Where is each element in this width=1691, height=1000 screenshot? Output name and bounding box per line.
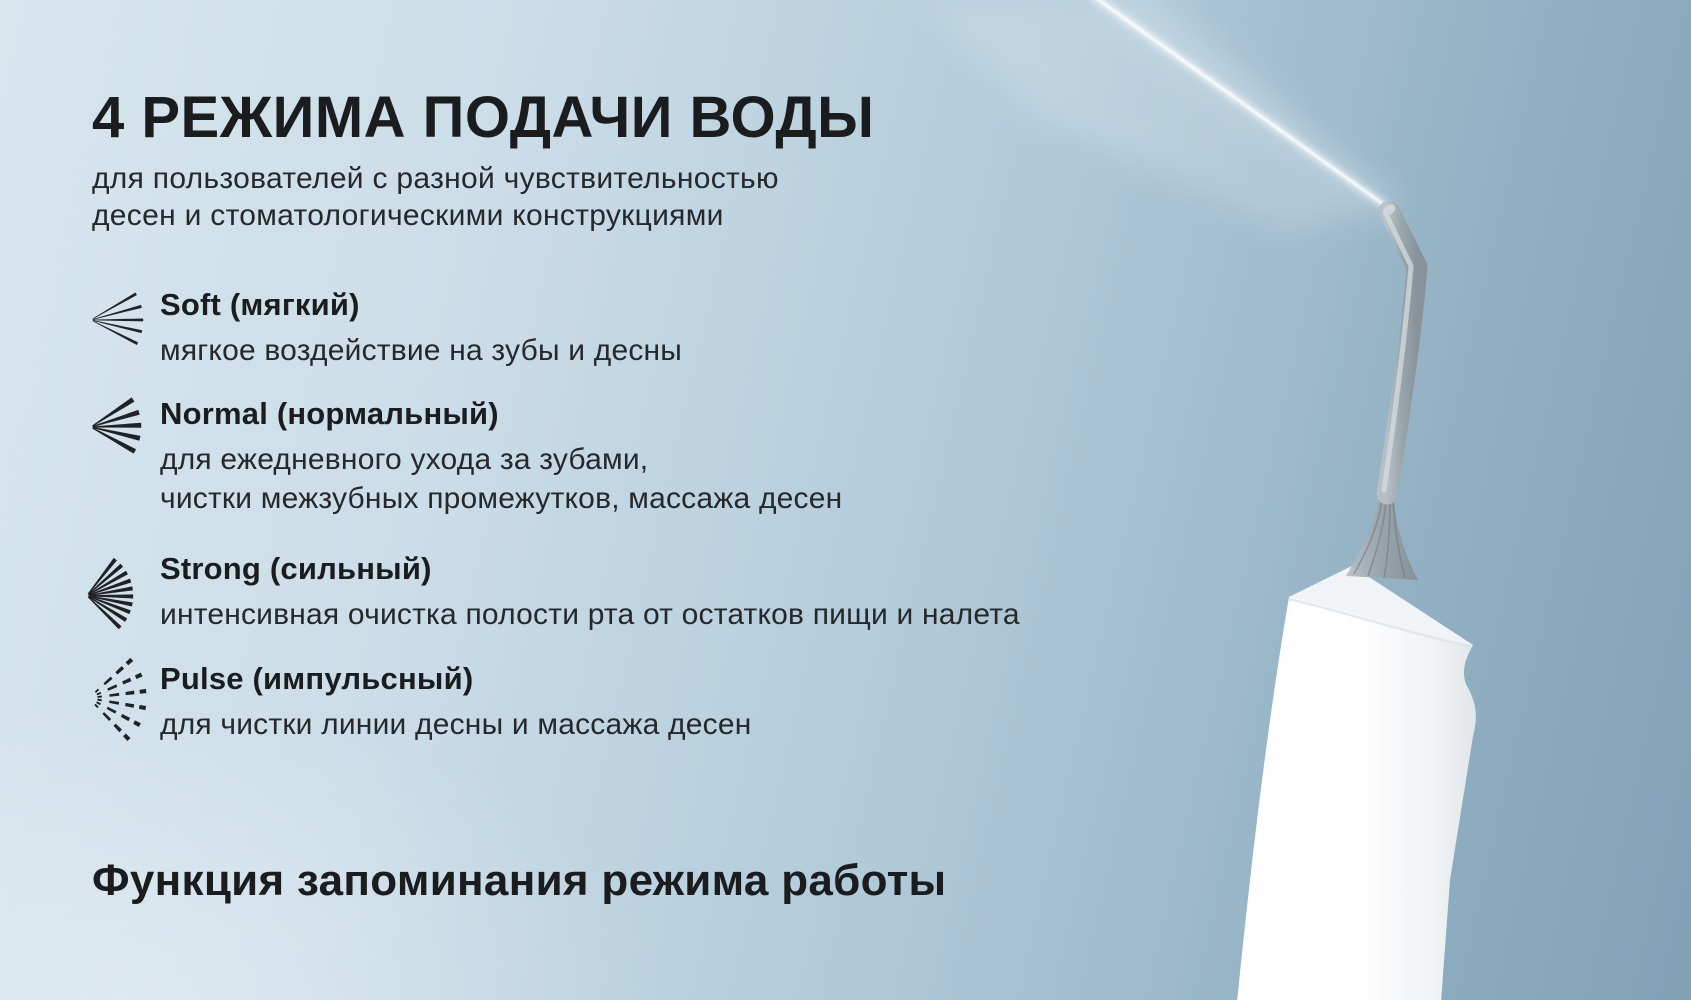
mode-description: мягкое воздействие на зубы и десны	[160, 334, 683, 367]
mode-description: интенсивная очистка полости рта от остатков пищи и налета	[160, 598, 1020, 631]
mode-description: для чистки линии десны и массажа десен	[160, 708, 752, 741]
mode-name: Soft (мягкий)	[160, 287, 360, 322]
nozzle-base	[1346, 485, 1418, 580]
mode-soft	[92, 287, 1212, 370]
spray-pulse-icon	[85, 657, 155, 743]
page-subtitle: для пользователей с разной чувствительностью десен и стоматологическими конструкциями	[92, 162, 779, 232]
mode-normal	[92, 396, 1212, 518]
page-title: 4 РЕЖИМА ПОДАЧИ ВОДЫ	[92, 85, 875, 150]
water-mist	[930, 0, 1391, 235]
device-body	[1237, 566, 1476, 1000]
mode-name: Strong (сильный)	[160, 551, 432, 586]
spray-normal-icon	[88, 394, 144, 460]
mode-name: Pulse (импульсный)	[160, 661, 474, 696]
spray-strong-icon	[85, 545, 135, 637]
mode-name: Normal (нормальный)	[160, 396, 499, 431]
nozzle-tip	[1381, 202, 1398, 218]
nozzle-base-ridges	[1354, 500, 1405, 578]
mode-strong	[92, 551, 1212, 634]
spray-soft-icon	[88, 288, 146, 350]
mode-description: для ежедневного ухода за зубами, чистки межзубных промежутков, массажа десен	[160, 443, 843, 515]
mode-pulse	[92, 661, 1212, 744]
footer-heading: Функция запоминания режима работы	[92, 856, 947, 905]
nozzle-tube	[1387, 211, 1417, 494]
water-jet	[1085, 0, 1391, 210]
device-body-top-face	[1289, 566, 1473, 645]
